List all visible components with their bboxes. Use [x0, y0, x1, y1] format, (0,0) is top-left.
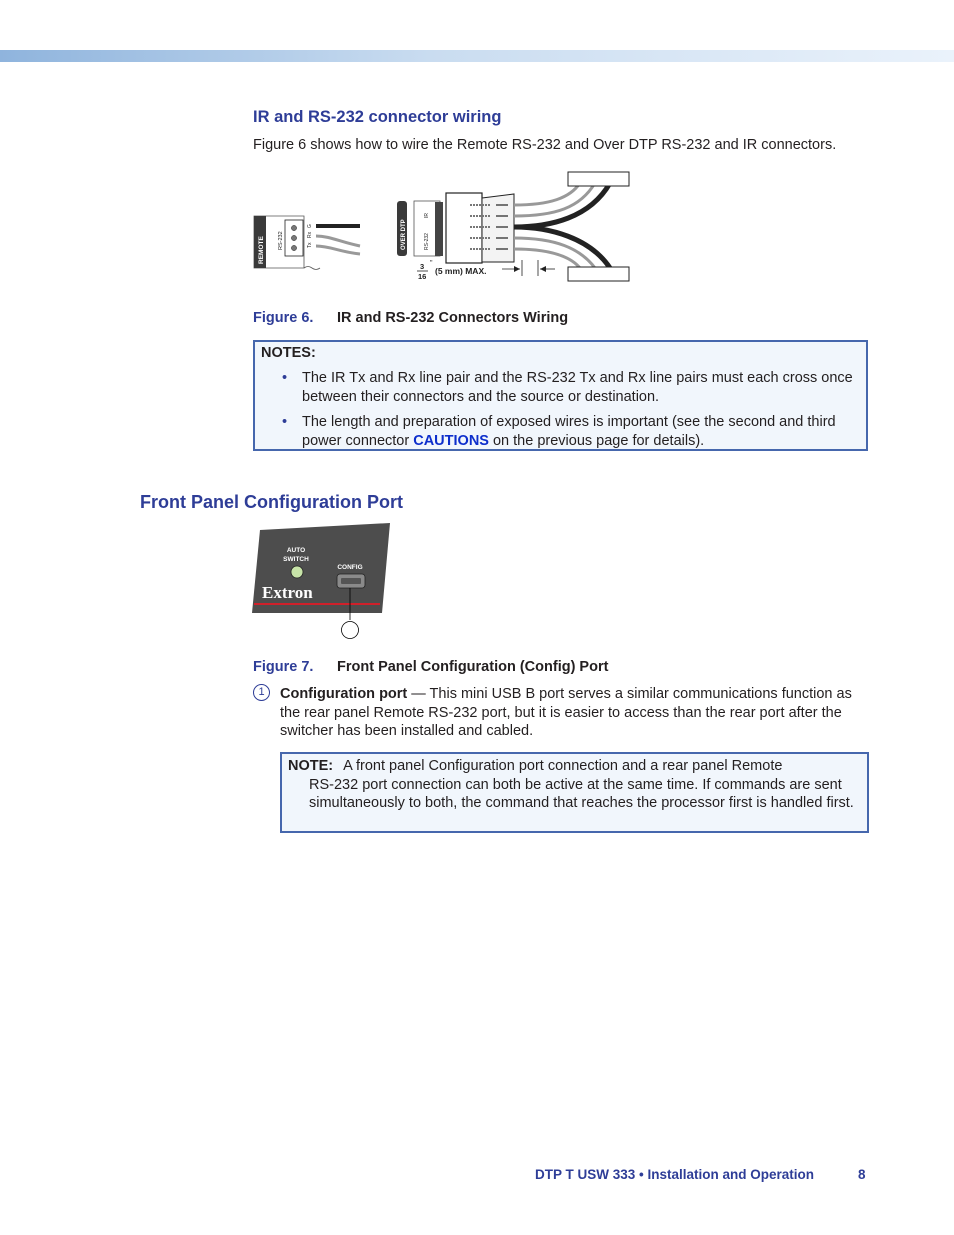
notes-item-1-text: The IR Tx and Rx line pair and the RS-232 Tx and Rx line pairs must each cross once between their connectors and the source or destination. — [302, 370, 853, 405]
notes-title: NOTES: — [261, 345, 316, 361]
intro-paragraph: Figure 6 shows how to wire the Remote RS-232 and Over DTP RS-232 and IR connectors. — [253, 137, 837, 153]
front-panel-diagram — [250, 520, 400, 645]
figure6-title: IR and RS-232 Connectors Wiring — [337, 310, 569, 326]
bullet-icon: • — [282, 414, 288, 430]
remote-rx-label: Rx — [307, 231, 313, 238]
front-panel-heading: Front Panel Configuration Port — [140, 492, 403, 512]
figure6-number: Figure 6. — [253, 310, 314, 326]
fraction-denominator: 16 — [418, 272, 427, 281]
rs232-label-left: RS-232 — [278, 231, 284, 250]
callout-number-icon: 1 — [253, 684, 270, 701]
top-device-box — [568, 172, 629, 186]
note-label: NOTE: — [288, 758, 334, 774]
figure6-caption — [253, 310, 568, 326]
remote-label: REMOTE — [258, 236, 265, 264]
svg-text:": " — [430, 260, 433, 267]
note-line1: A front panel Configuration port connection and a rear panel Remote — [343, 758, 783, 774]
callout-circle — [342, 622, 359, 639]
extron-logo: Extron — [262, 583, 313, 602]
note-rest: RS-232 port connection can both be active at the same time. If commands are sent simultaneously to both, the command that reaches the processor first is handled first. — [309, 776, 854, 811]
top-gradient-bar — [0, 50, 954, 62]
max-length-label: (5 mm) MAX. — [435, 266, 487, 276]
page-number: 8 — [858, 1167, 866, 1182]
remote-g-label: G — [307, 224, 313, 228]
notes-item-2-text-pre: The length and preparation of exposed wires is important (see the second and third power connector — [302, 414, 836, 449]
ir-label: IR — [424, 213, 430, 218]
footer-title: DTP T USW 333 • Installation and Operation — [535, 1167, 815, 1182]
config-port-text: — This mini USB B port serves a similar communications function as the rear panel Remote RS-232 port, but it is easier to access than the rear port after the switcher has been installed and cabled. — [280, 686, 852, 739]
bottom-device-box — [568, 267, 629, 281]
bullet-icon: • — [282, 370, 288, 386]
note-box — [280, 752, 869, 833]
config-port-description — [280, 685, 872, 741]
fraction-numerator: 3 — [420, 262, 425, 271]
notes-box — [253, 340, 868, 451]
config-label: CONFIG — [337, 564, 363, 571]
notes-item-2-text-post: on the previous page for details). — [488, 433, 705, 449]
figure7-title: Front Panel Configuration (Config) Port — [337, 659, 609, 675]
dtp-connector-face — [435, 202, 443, 256]
notes-item-2 — [282, 413, 862, 451]
figure7-number: Figure 7. — [253, 659, 314, 675]
remote-tx-label: Tx — [307, 242, 313, 248]
wiring-diagram — [250, 168, 640, 286]
switch-label: SWITCH — [283, 556, 309, 563]
section-heading: IR and RS-232 connector wiring — [253, 108, 502, 126]
figure7-caption — [253, 659, 608, 675]
cautions-link[interactable]: CAUTIONS — [413, 433, 489, 449]
notes-item-1 — [282, 369, 862, 407]
auto-switch-led — [291, 566, 303, 578]
auto-label: AUTO — [286, 547, 306, 554]
rs232-label-right: RS-232 — [424, 233, 430, 250]
config-port-term: Configuration port — [280, 686, 408, 702]
over-dtp-label: OVER DTP — [401, 219, 407, 250]
